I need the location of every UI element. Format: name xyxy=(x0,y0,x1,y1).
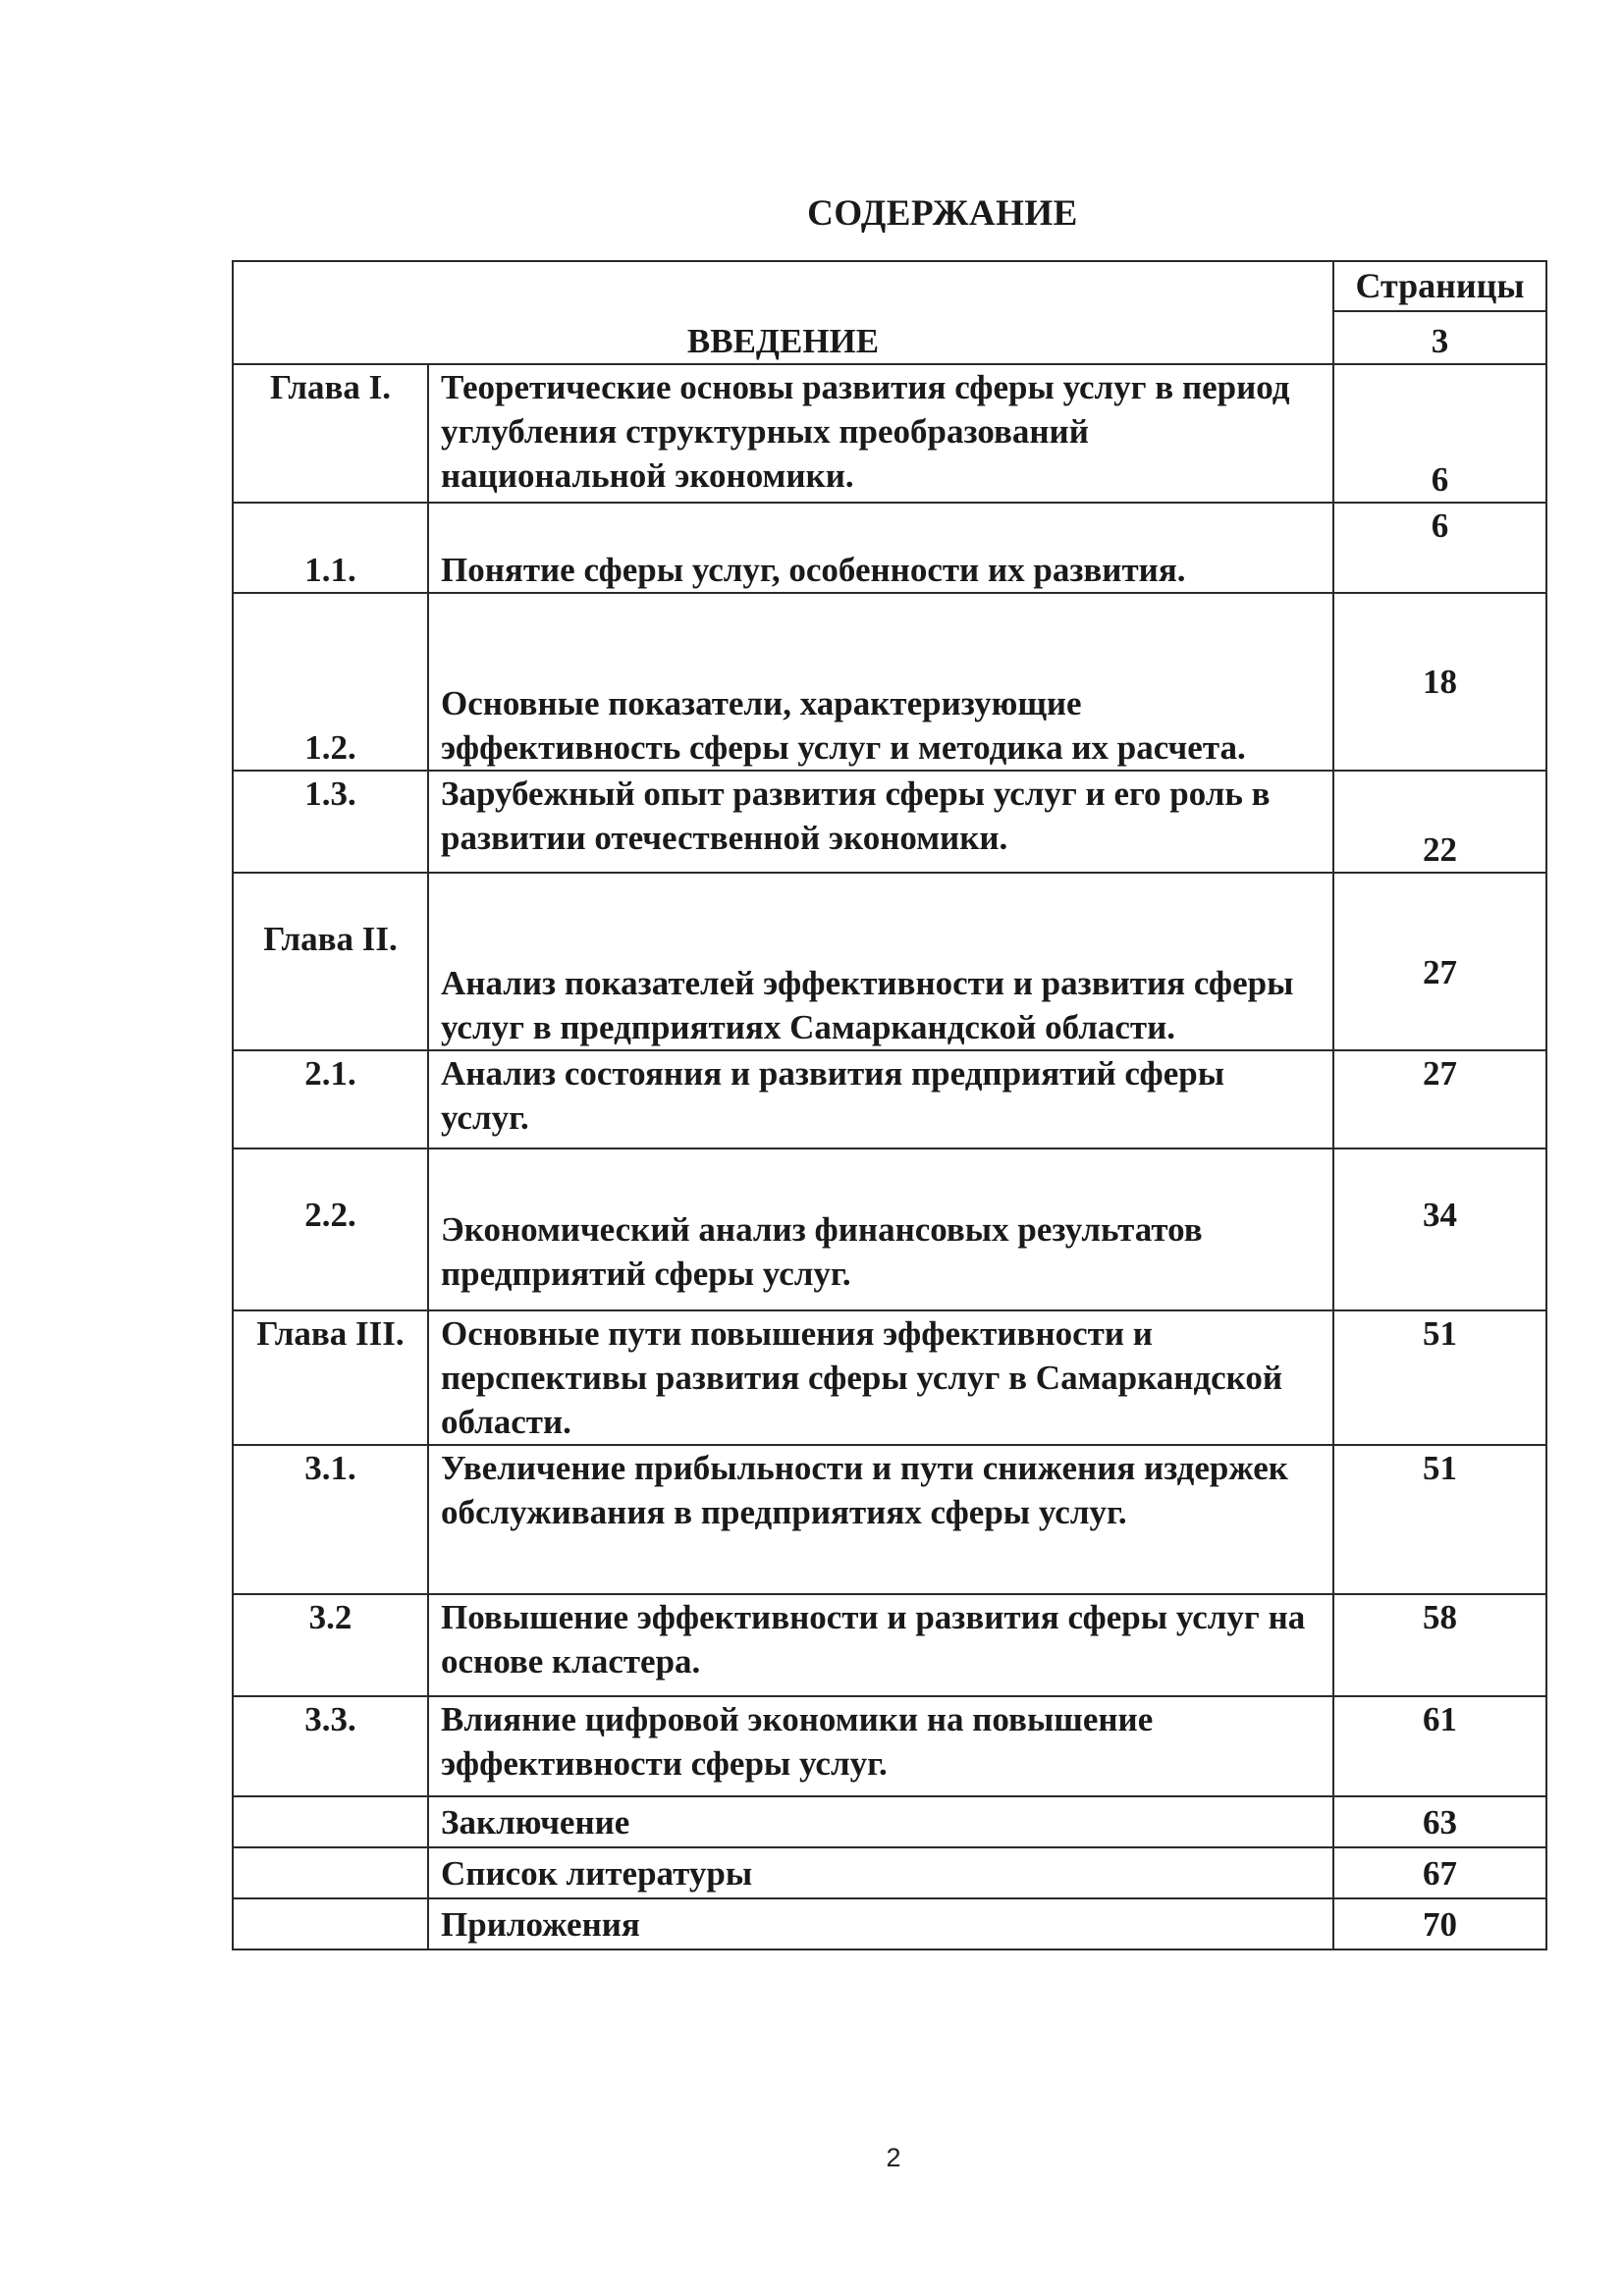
table-row[interactable] xyxy=(233,1050,1546,1148)
table-row[interactable] xyxy=(233,1445,1546,1594)
bibliography-title: Список литературы xyxy=(428,1847,1333,1898)
table-of-contents xyxy=(232,260,1547,1950)
page-number-cell: 6 xyxy=(1333,503,1546,593)
intro-title[interactable]: ВВЕДЕНИЕ xyxy=(233,261,1333,364)
section-number: 3.2 xyxy=(233,1594,428,1696)
section-title: Понятие сферы услуг, особенности их развития. xyxy=(428,503,1333,593)
section-number: 3.1. xyxy=(233,1445,428,1594)
section-number: 3.3. xyxy=(233,1696,428,1796)
section-number: 1.2. xyxy=(233,593,428,771)
page-number-cell: 27 xyxy=(1333,1050,1546,1148)
intro-page-number: 3 xyxy=(1333,311,1546,364)
section-title: Экономический анализ финансовых результатов предприятий сферы услуг. xyxy=(428,1148,1333,1310)
pages-column-header: Страницы xyxy=(1333,261,1546,311)
page-number-cell: 61 xyxy=(1333,1696,1546,1796)
section-title: Повышение эффективности и развития сферы услуг на основе кластера. xyxy=(428,1594,1333,1696)
page-title: СОДЕРЖАНИЕ xyxy=(807,193,1078,234)
page-footer-number: 2 xyxy=(886,2143,901,2172)
empty-number-cell xyxy=(233,1847,428,1898)
section-title: Влияние цифровой экономики на повышение эффективности сферы услуг. xyxy=(428,1696,1333,1796)
table-row[interactable] xyxy=(233,1847,1546,1898)
empty-number-cell xyxy=(233,1796,428,1847)
table-row[interactable] xyxy=(233,1594,1546,1696)
page-number-cell: 51 xyxy=(1333,1445,1546,1594)
page-number-cell: 51 xyxy=(1333,1310,1546,1445)
section-number: 1.3. xyxy=(233,771,428,873)
table-row[interactable] xyxy=(233,1310,1546,1445)
page-number-cell: 34 xyxy=(1333,1148,1546,1310)
page-number-cell: 67 xyxy=(1333,1847,1546,1898)
page-number-cell: 27 xyxy=(1333,873,1546,1050)
table-row[interactable] xyxy=(233,503,1546,593)
page-number-cell: 18 xyxy=(1333,593,1546,771)
section-title: Основные показатели, характеризующие эффективность сферы услуг и методика их расчета. xyxy=(428,593,1333,771)
chapter-number: Глава II. xyxy=(233,873,428,1050)
table-row[interactable] xyxy=(233,1898,1546,1949)
appendices-title: Приложения xyxy=(428,1898,1333,1949)
table-row[interactable] xyxy=(233,873,1546,1050)
table-row[interactable] xyxy=(233,364,1546,503)
section-title: Анализ состояния и развития предприятий сферы услуг. xyxy=(428,1050,1333,1148)
table-row[interactable] xyxy=(233,1796,1546,1847)
table-row[interactable] xyxy=(233,593,1546,771)
chapter-number: Глава I. xyxy=(233,364,428,503)
page-number-cell: 22 xyxy=(1333,771,1546,873)
conclusion-title: Заключение xyxy=(428,1796,1333,1847)
table-row[interactable] xyxy=(233,1696,1546,1796)
empty-number-cell xyxy=(233,1898,428,1949)
section-number: 2.1. xyxy=(233,1050,428,1148)
page-number-cell: 70 xyxy=(1333,1898,1546,1949)
table-row[interactable] xyxy=(233,771,1546,873)
section-number: 2.2. xyxy=(233,1148,428,1310)
page-number-cell: 63 xyxy=(1333,1796,1546,1847)
chapter-number: Глава III. xyxy=(233,1310,428,1445)
page-number-cell: 58 xyxy=(1333,1594,1546,1696)
toc-header-row xyxy=(233,261,1546,311)
chapter-title: Теоретические основы развития сферы услуг в период углубления структурных преобразований национальной экономики. xyxy=(428,364,1333,503)
section-title: Зарубежный опыт развития сферы услуг и его роль в развитии отечественной экономики. xyxy=(428,771,1333,873)
page-number-cell: 6 xyxy=(1333,364,1546,503)
chapter-title: Анализ показателей эффективности и развития сферы услуг в предприятиях Самаркандской области. xyxy=(428,873,1333,1050)
table-row[interactable] xyxy=(233,1148,1546,1310)
chapter-title: Основные пути повышения эффективности и перспективы развития сферы услуг в Самаркандской области. xyxy=(428,1310,1333,1445)
section-title: Увеличение прибыльности и пути снижения издержек обслуживания в предприятиях сферы услуг. xyxy=(428,1445,1333,1594)
section-number: 1.1. xyxy=(233,503,428,593)
